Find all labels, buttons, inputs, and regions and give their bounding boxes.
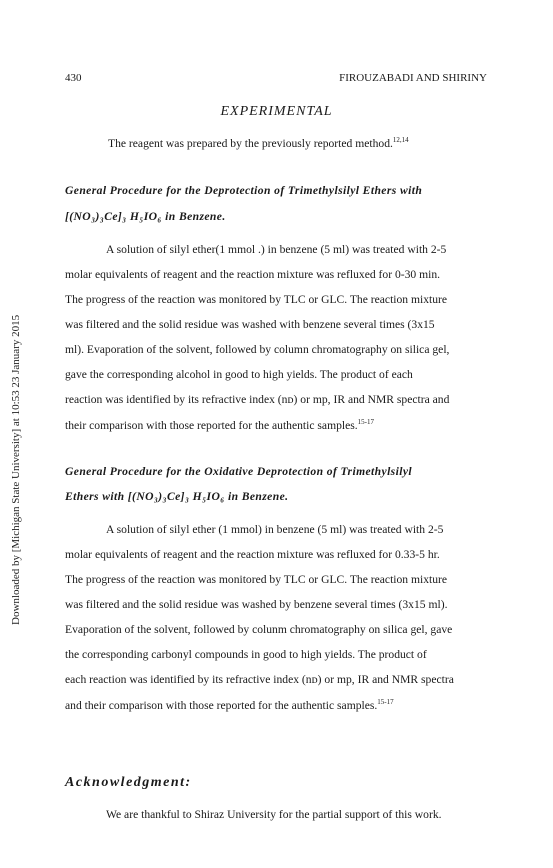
section1-line: A solution of silyl ether(1 mmol .) in benzene (5 ml) was treated with 2-5	[106, 243, 447, 256]
section2-line: molar equivalents of reagent and the reaction mixture was refluxed for 0.33-5 hr.	[65, 548, 440, 561]
section2-line: was filtered and the solid residue was washed by benzene several times (3x15 ml).	[65, 598, 448, 611]
running-head: FIROUZABADI AND SHIRINY	[339, 72, 487, 84]
section2-line: the corresponding carbonyl compounds in good to high yields. The product of	[65, 648, 427, 661]
download-margin-note: Downloaded by [Michigan State University] at 10:53 23 January 2015	[10, 314, 22, 625]
section2-heading-line2: Ethers with [(NO₃)₃Ce]₃ H₅IO₆ in Benzene.	[65, 490, 289, 503]
section1-line: molar equivalents of reagent and the reaction mixture was refluxed for 0-30 min.	[65, 268, 441, 281]
section1-line: was filtered and the solid residue was washed with benzene several times (3x15	[65, 318, 435, 331]
section1-citation: 15-17	[357, 418, 375, 426]
section1-heading-line1: General Procedure for the Deprotection of Trimethylsilyl Ethers with	[65, 184, 423, 197]
acknowledgment-text: We are thankful to Shiraz University for the partial support of this work.	[106, 808, 442, 821]
section1-heading-line2: [(NO₃)₃Ce]₃ H₅IO₆ in Benzene.	[65, 210, 226, 223]
acknowledgment-title: Acknowledgment:	[65, 775, 192, 790]
section2-line: A solution of silyl ether (1 mmol) in benzene (5 ml) was treated with 2-5	[106, 523, 444, 536]
experimental-title: EXPERIMENTAL	[220, 104, 333, 119]
intro-text: The reagent was prepared by the previously reported method.	[108, 136, 393, 150]
section1-line: gave the corresponding alcohol in good to high yields. The product of each	[65, 368, 413, 381]
section1-line: The progress of the reaction was monitored by TLC or GLC. The reaction mixture	[65, 293, 448, 306]
section1-line: reaction was identified by its refractive index (nᴅ) or mp, IR and NMR spectra and	[65, 393, 450, 406]
section1-last-line	[65, 418, 374, 432]
section2-heading-line1: General Procedure for the Oxidative Deprotection of Trimethylsilyl	[65, 465, 413, 478]
section2-last-line	[65, 698, 394, 712]
page-number: 430	[65, 72, 82, 84]
section2-line-text: and their comparison with those reported for the authentic samples.	[65, 698, 378, 712]
section1-line-text: their comparison with those reported for the authentic samples.	[65, 418, 358, 432]
section1-line: ml). Evaporation of the solvent, followed by column chromatography on silica gel,	[65, 343, 450, 356]
section2-citation: 15-17	[377, 698, 394, 706]
intro-citation: 12,14	[392, 136, 409, 144]
section2-line: each reaction was identified by its refractive index (nᴅ) or mp, IR and NMR spectra	[65, 673, 454, 686]
experimental-intro	[108, 136, 409, 150]
section2-line: The progress of the reaction was monitored by TLC or GLC. The reaction mixture	[65, 573, 448, 586]
section2-line: Evaporation of the solvent, followed by colunm chromatography on silica gel, gave	[65, 623, 453, 636]
